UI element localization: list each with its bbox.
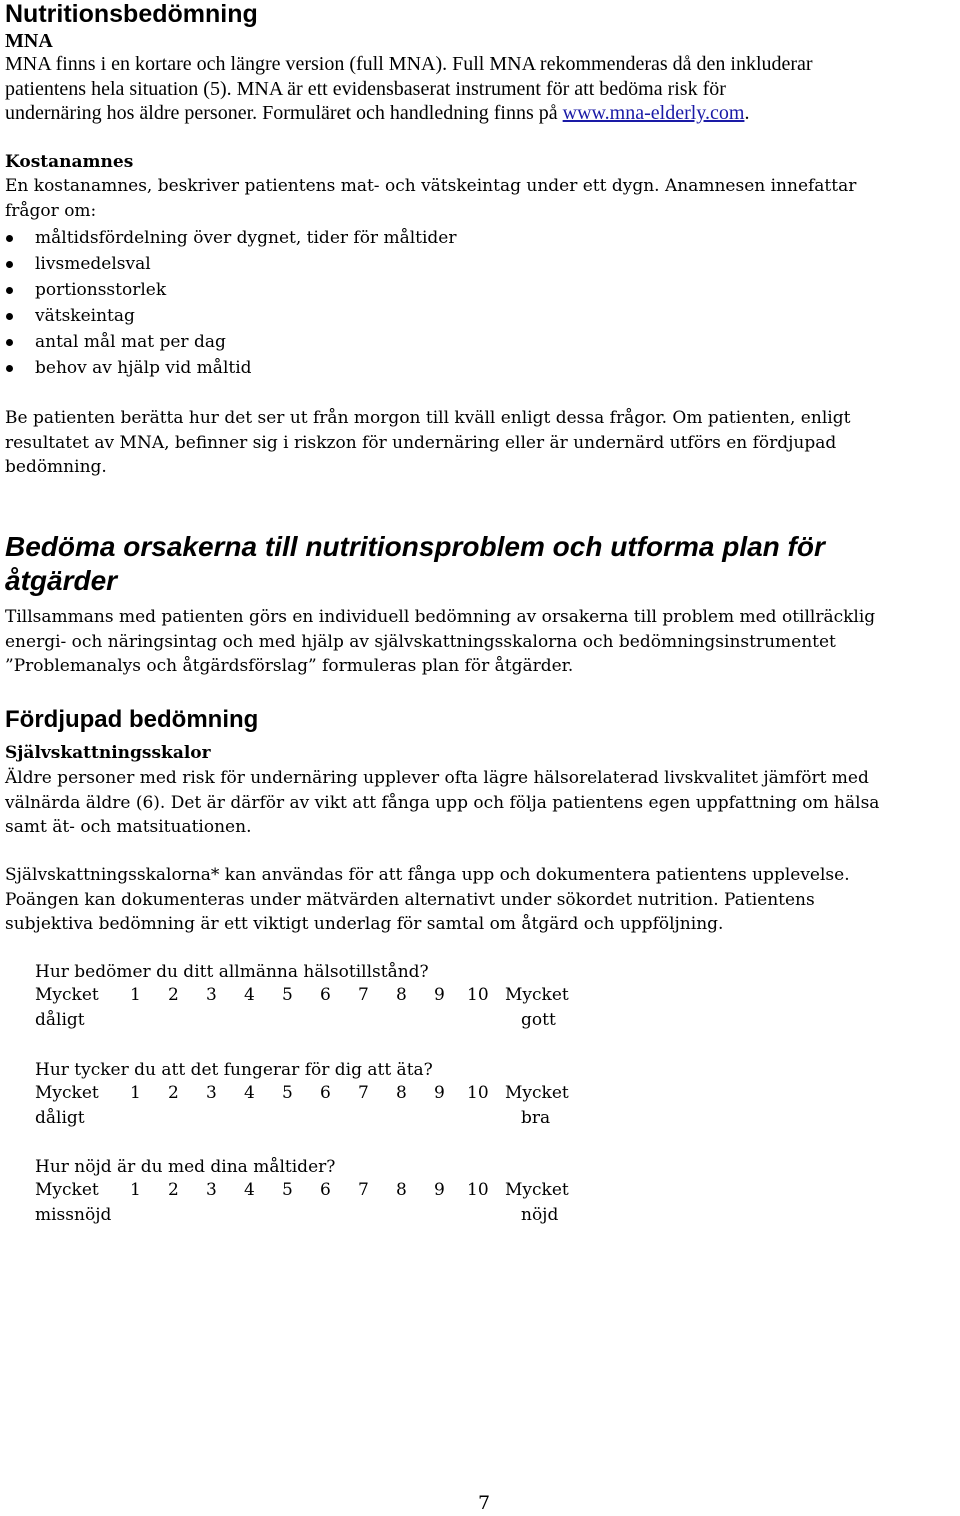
bullet-icon: [6, 287, 13, 294]
scale-number: 1: [130, 1083, 141, 1103]
scale-number: 2: [168, 985, 179, 1005]
causes-title-line: Bedöma orsakerna till nutritionsproblem och utforma plan för: [5, 531, 825, 562]
scale-question: Hur tycker du att det fungerar för dig att äta?: [35, 1060, 433, 1080]
mna-heading: MNA: [5, 30, 53, 52]
scale-number: 10: [467, 1180, 489, 1200]
causes-title-line: åtgärder: [5, 565, 118, 596]
scale-number: 5: [282, 985, 293, 1005]
kostanamnes-followup: [5, 406, 850, 480]
scale-number: 4: [244, 1180, 255, 1200]
rating-scale-meals: [35, 1155, 569, 1230]
scale-number: 5: [282, 1180, 293, 1200]
fordjupad-title: Fördjupad bedömning: [5, 706, 259, 733]
scale-high-word: Mycket: [505, 1180, 569, 1200]
bullet-icon: [6, 313, 13, 320]
list-item-text: måltidsfördelning över dygnet, tider för måltider: [35, 228, 457, 248]
scale-number-row: [35, 1083, 569, 1108]
mna-line-text: undernäring hos äldre personer. Formuläret och handledning finns på: [5, 102, 563, 124]
nutrition-section: [5, 0, 258, 28]
scale-high-word: Mycket: [505, 985, 569, 1005]
scale-low-label: dåligt: [35, 1108, 85, 1128]
scale-number: 10: [467, 985, 489, 1005]
scale-number: 9: [434, 1180, 445, 1200]
scale-high-label: bra: [521, 1108, 551, 1128]
scale-high-word: Mycket: [505, 1083, 569, 1103]
followup-line: Be patienten berätta hur det ser ut från morgon till kväll enligt dessa frågor. Om patienten, enligt: [5, 408, 851, 428]
mna-paragraph: [5, 52, 813, 126]
rating-scale-health: [35, 960, 569, 1035]
bullet-icon: [6, 261, 13, 268]
sjalvskattning-heading: Självskattningsskalor: [5, 743, 211, 763]
scale-number: 2: [168, 1083, 179, 1103]
kostanamnes-intro: [5, 174, 856, 223]
kostanamnes-heading: Kostanamnes: [5, 152, 134, 172]
causes-title: [5, 530, 825, 598]
scale-number: 7: [358, 985, 369, 1005]
mna-elderly-link[interactable]: www.mna-elderly.com: [562, 102, 745, 124]
paragraph-line: Poängen kan dokumenteras under mätvärden alternativt under sökordet nutrition. Patientens: [5, 889, 815, 910]
list-item-text: portionsstorlek: [35, 280, 167, 300]
list-item: [5, 355, 457, 381]
scale-number: 4: [244, 1083, 255, 1103]
scale-question: Hur bedömer du ditt allmänna hälsotillstånd?: [35, 962, 429, 982]
scale-number: 3: [206, 985, 217, 1005]
list-item: [5, 225, 457, 251]
scale-number-row: [35, 1180, 569, 1205]
causes-line: ”Problemanalys och åtgärdsförslag” formuleras plan för åtgärder.: [5, 656, 574, 676]
scale-number: 1: [130, 985, 141, 1005]
bullet-icon: [6, 339, 13, 346]
scale-number: 6: [320, 1180, 331, 1200]
list-item: [5, 329, 457, 355]
scale-high-label: gott: [521, 1010, 556, 1030]
scale-low-label: dåligt: [35, 1010, 85, 1030]
nutrition-title: Nutritionsbedömning: [5, 0, 258, 28]
followup-line: bedömning.: [5, 457, 107, 477]
scale-label-row: [35, 1010, 556, 1035]
fordjupad-paragraph-1: [5, 766, 879, 840]
list-item-text: vätskeintag: [35, 306, 135, 326]
scale-question: Hur nöjd är du med dina måltider?: [35, 1157, 336, 1177]
followup-line: resultatet av MNA, befinner sig i riskzon för undernäring eller är undernärd utförs en fördjupad: [5, 432, 837, 453]
list-item-text: livsmedelsval: [35, 254, 151, 274]
scale-label-row: [35, 1205, 559, 1230]
list-item: [5, 251, 457, 277]
list-item-text: antal mål mat per dag: [35, 332, 226, 352]
scale-number-row: [35, 985, 569, 1010]
paragraph-line: samt ät- och matsituationen.: [5, 817, 252, 837]
scale-low-word: Mycket: [35, 1180, 99, 1200]
scale-label-row: [35, 1108, 551, 1133]
paragraph-line: välnärda äldre (6). Det är därför av vikt att fånga upp och följa patientens egen uppfattning om hälsa: [5, 792, 880, 813]
list-item-text: behov av hjälp vid måltid: [35, 358, 252, 378]
scale-number: 2: [168, 1180, 179, 1200]
scale-number: 7: [358, 1083, 369, 1103]
causes-line: Tillsammans med patienten görs en individuell bedömning av orsakerna till problem med otillräcklig: [5, 607, 876, 627]
scale-number: 9: [434, 985, 445, 1005]
paragraph-line: Självskattningsskalorna* kan användas för att fånga upp och dokumentera patientens upplevelse.: [5, 865, 850, 885]
scale-number: 9: [434, 1083, 445, 1103]
mna-line-end: .: [744, 102, 750, 124]
list-item: [5, 277, 457, 303]
kostanamnes-bullet-list: [5, 225, 457, 381]
scale-number: 6: [320, 1083, 331, 1103]
scale-low-label: missnöjd: [35, 1205, 112, 1225]
scale-low-word: Mycket: [35, 1083, 99, 1103]
mna-line: [5, 101, 813, 126]
scale-number: 3: [206, 1180, 217, 1200]
bullet-icon: [6, 235, 13, 242]
kostanamnes-line: En kostanamnes, beskriver patientens mat- och vätskeintag under ett dygn. Anamnesen innefattar: [5, 176, 857, 196]
scale-number: 8: [396, 985, 407, 1005]
list-item: [5, 303, 457, 329]
scale-number: 4: [244, 985, 255, 1005]
paragraph-line: Äldre personer med risk för undernäring upplever ofta lägre hälsorelaterad livskvalitet jämfört med: [5, 768, 869, 788]
scale-number: 3: [206, 1083, 217, 1103]
mna-line: MNA finns i en kortare och längre version (full MNA). Full MNA rekommenderas då den inkluderar: [5, 53, 813, 75]
scale-high-label: nöjd: [521, 1205, 559, 1225]
scale-number: 6: [320, 985, 331, 1005]
scale-number: 7: [358, 1180, 369, 1200]
scale-number: 8: [396, 1083, 407, 1103]
kostanamnes-line: frågor om:: [5, 200, 97, 221]
paragraph-line: subjektiva bedömning är ett viktigt underlag för samtal om åtgärd och uppföljning.: [5, 914, 724, 934]
scale-number: 10: [467, 1083, 489, 1103]
rating-scale-eating: [35, 1058, 569, 1133]
bullet-icon: [6, 365, 13, 372]
scale-number: 8: [396, 1180, 407, 1200]
page-number: 7: [478, 1492, 491, 1514]
scale-number: 5: [282, 1083, 293, 1103]
causes-line: energi- och näringsintag och med hjälp av självskattningsskalorna och bedömningsinstrumentet: [5, 631, 836, 652]
fordjupad-paragraph-2: [5, 863, 850, 937]
mna-line: patientens hela situation (5). MNA är ett evidensbaserat instrument för att bedöma risk för: [5, 77, 726, 100]
scale-low-word: Mycket: [35, 985, 99, 1005]
scale-number: 1: [130, 1180, 141, 1200]
causes-paragraph: [5, 605, 875, 679]
